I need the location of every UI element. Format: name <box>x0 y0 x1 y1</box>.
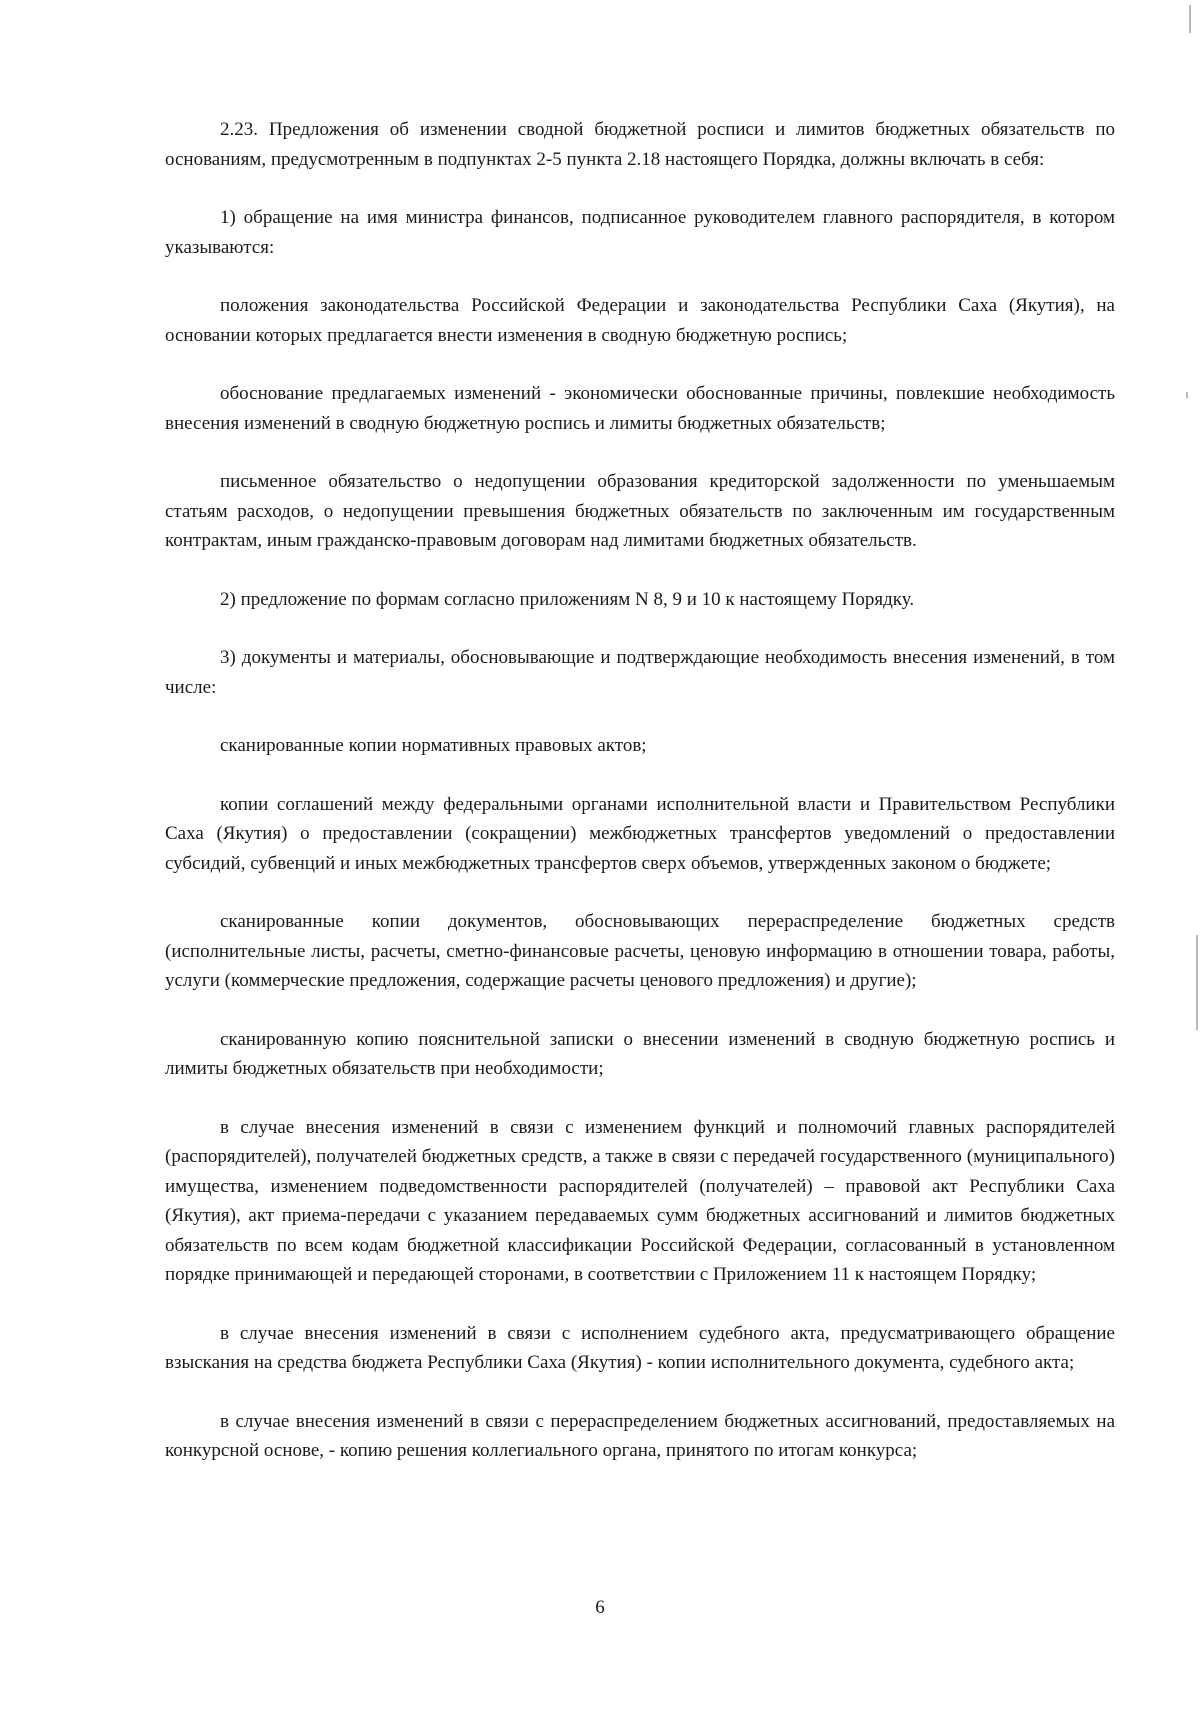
paragraph-justification: обоснование предлагаемых изменений - экономически обоснованные причины, повлекшие необходимость внесения изменений в сводную бюджетную роспись и лимиты бюджетных обязательств; <box>165 383 1115 434</box>
paragraph-agreements: копии соглашений между федеральными органами исполнительной власти и Правительством Республики Саха (Якутия) о предоставлении (сокращении) межбюджетных трансфертов уведомлений о предоставлении субсидий, субвенций и иных межбюджетных трансфертов сверх объемов, утвержденных законом о бюджете; <box>165 793 1115 874</box>
scan-artifact-right-edge <box>1196 935 1198 1030</box>
page-number: 6 <box>595 1597 605 1618</box>
paragraph-functions-change: в случае внесения изменений в связи с изменением функций и полномочий главных распорядителей (распорядителей), получателей бюджетных средств, а также в связи с передачей государственного (муниципального) имущества, изменением подведомственности распорядителей (получателей) – правовой акт Республики Саха (Якутия), акт приема-передачи с указанием передаваемых сумм бюджетных ассигнований и лимитов бюджетных обязательств по всем кодам бюджетной классификации Российской Федерации, согласованный в установленном порядке принимающей и передающей сторонами, в соответствии с Приложением 11 к настоящем Порядку; <box>165 1116 1115 1285</box>
document-body <box>165 115 1115 1495</box>
scan-artifact-top <box>1189 5 1191 33</box>
paragraph-competitive-basis: в случае внесения изменений в связи с перераспределением бюджетных ассигнований, предоставляемых на конкурсной основе, - копию решения коллегиального органа, принятого по итогам конкурса; <box>165 1410 1115 1461</box>
paragraph-court-act: в случае внесения изменений в связи с исполнением судебного акта, предусматривающего обращение взыскания на средства бюджета Республики Саха (Якутия) - копии исполнительного документа, судебного акта; <box>165 1322 1115 1373</box>
paragraph-explanatory-note: сканированную копию пояснительной записки о внесении изменений в сводную бюджетную роспись и лимиты бюджетных обязательств при необходимости; <box>165 1028 1115 1079</box>
paragraph-legislation: положения законодательства Российской Федерации и законодательства Республики Саха (Якутия), на основании которых предлагается внести изменения в сводную бюджетную роспись; <box>165 295 1115 346</box>
paragraph-2-23: 2.23. Предложения об изменении сводной бюджетной росписи и лимитов бюджетных обязательств по основаниям, предусмотренным в подпунктах 2-5 пункта 2.18 настоящего Порядка, должны включать в себя: <box>165 119 1115 170</box>
paragraph-item-2: 2) предложение по формам согласно приложениям N 8, 9 и 10 к настоящему Порядку. <box>220 588 915 610</box>
scan-artifact-middle <box>1186 392 1188 398</box>
paragraph-item-1: 1) обращение на имя министра финансов, подписанное руководителем главного распорядителя, в котором указываются: <box>165 207 1115 258</box>
paragraph-written-obligation: письменное обязательство о недопущении образования кредиторской задолженности по уменьшаемым статьям расходов, о недопущении превышения бюджетных обязательств по заключенным им государственным контрактам, иным гражданско-правовым договорам над лимитами бюджетных обязательств. <box>165 471 1115 551</box>
paragraph-item-3: 3) документы и материалы, обосновывающие и подтверждающие необходимость внесения изменений, в том числе: <box>165 647 1115 698</box>
paragraph-scanned-documents: сканированные копии документов, обосновывающих перераспределение бюджетных средств (исполнительные листы, расчеты, сметно-финансовые расчеты, ценовую информацию в отношении товара, работы, услуги (коммерческие предложения, содержащие расчеты ценового предложения) и другие); <box>165 911 1115 991</box>
paragraph-scanned-acts: сканированные копии нормативных правовых актов; <box>220 735 647 756</box>
